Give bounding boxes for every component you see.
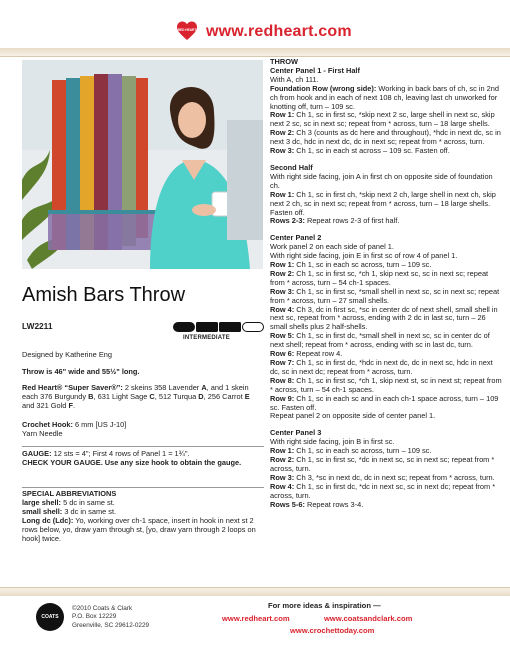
copyright: ©2010 Coats & Clark: [72, 605, 133, 612]
abbreviations-heading: SPECIAL ABBREVIATIONS: [22, 489, 117, 498]
row-text: Ch 1, sc in first dc, *hdc in next dc, dc in next sc, hdc in next dc, sc in next dc; repeat from * across, turn.: [270, 358, 493, 376]
yarn-text: and 321 Gold: [22, 400, 69, 410]
yarn-letter: E: [244, 391, 250, 401]
instruction-row: [270, 147, 504, 156]
footer-more-ideas: For more ideas & inspiration —: [268, 601, 381, 610]
row-text: Repeat row 4.: [294, 349, 343, 359]
instruction-line: Work panel 2 on each side of panel 1.: [270, 242, 394, 252]
section-subheading: Center Panel 3: [270, 428, 322, 438]
row-text: Ch 1, sc in first ch, *skip next 2 ch, large shell in next ch, skip next 2 ch, sc in next sc; repeat from * across, turn – 18 large shells. Fasten off.: [270, 189, 496, 217]
gauge-check: CHECK YOUR GAUGE. Use any size hook to obtain the gauge.: [22, 457, 242, 467]
skill-level-meter: [173, 322, 265, 332]
row-text: Ch 1, sc in first sc, *ch 1, skip next sc, sc in next sc; repeat from * across, turn – 54 ch-1 spaces.: [270, 268, 489, 287]
abbreviation-text: 5 dc in same st.: [61, 497, 115, 507]
instruction-line: With A, ch 111.: [270, 74, 319, 84]
footer-link-redheart[interactable]: www.redheart.com: [222, 614, 290, 623]
row-text: Ch 1, sc in first sc, *skip next 2 sc, large shell in next sc, skip next 2 sc, sc in next sc; repeat from * across, turn – 18 large shells.: [270, 110, 495, 129]
abbreviation-text: Yo, working over ch-1 space, insert in hook in next st 2 rows below, yo, draw yarn through st, [yo, draw yarn through 2 loops on hook] twice.: [22, 515, 256, 543]
coats-logo-text: COATS: [41, 614, 59, 620]
instruction-row: [270, 359, 504, 377]
footer-link-crochettoday[interactable]: www.crochettoday.com: [290, 626, 375, 635]
gauge-text: 12 sts = 4"; First 4 rows of Panel 1 = 1¾".: [51, 449, 190, 458]
instruction-row: [270, 191, 504, 218]
section-subheading: Center Panel 1 - First Half: [270, 65, 360, 75]
row-text: Ch 1, sc in each sc and in each ch-1 space across, turn – 109 sc. Fasten off.: [270, 393, 499, 412]
yarn-letter: D: [198, 391, 204, 401]
instruction-row: [270, 111, 504, 129]
instruction-line: With right side facing, join E in first sc of row 4 of panel 1.: [270, 251, 458, 261]
abbreviation-label: large shell:: [22, 497, 62, 507]
row-text: Ch 1, sc in first dc, *small shell in next sc, sc in center dc of next shell; repeat from * across, ending with sc in last dc, turn.: [270, 331, 490, 350]
row-label: Row 1:: [270, 446, 295, 456]
row-label: Row 1:: [270, 189, 295, 199]
row-text: Ch 1, sc in each sc across, turn – 109 sc.: [294, 260, 432, 270]
instruction-row: [270, 332, 504, 350]
row-text: Repeat rows 2-3 of first half.: [304, 216, 400, 226]
row-label: Row 6:: [270, 349, 295, 359]
finished-size: Throw is 46" wide and 55½" long.: [22, 367, 140, 376]
row-label: Row 9:: [270, 393, 295, 403]
header-divider: [0, 48, 510, 57]
throw-photo: [22, 60, 263, 269]
needle-line: Yarn Needle: [22, 428, 63, 438]
row-text: Ch 1, sc in first sc, *dc in next sc, sc in next sc; repeat from * across, turn.: [270, 455, 495, 473]
footer-divider: [0, 587, 510, 596]
instruction-row: [270, 217, 504, 226]
abbreviations-block: [22, 490, 262, 543]
row-text: Working in back bars of ch, sc in 2nd ch from hook and in each of next 108 ch, leaving last ch unworked for knotting off, turn – 109 sc.: [270, 83, 500, 111]
hook-and-needle: [22, 421, 262, 439]
designer-credit: Designed by Katherine Eng: [22, 350, 112, 359]
page-title: Amish Bars Throw: [22, 284, 186, 306]
row-label: Rows 2-3:: [270, 216, 305, 226]
instruction-row: [270, 288, 504, 306]
row-label: Row 4:: [270, 481, 295, 491]
hook-label: Crochet Hook:: [22, 420, 73, 429]
instruction-row: [270, 501, 504, 510]
gauge-label: GAUGE:: [22, 449, 52, 458]
instruction-row: [270, 270, 504, 288]
row-text: Ch 1, sc in each st across – 109 sc. Fasten off.: [294, 146, 450, 156]
row-label: Row 8:: [270, 375, 295, 385]
row-label: Row 1:: [270, 260, 295, 270]
instruction-row: [270, 395, 504, 413]
yarn-text: , and 1 skein each 376 Burgundy: [22, 383, 249, 401]
pattern-number: LW2211: [22, 321, 53, 331]
abbreviation-label: small shell:: [22, 506, 63, 516]
row-label: Row 7:: [270, 358, 295, 367]
instruction-row: [270, 483, 504, 501]
abbreviation-text: 3 dc in same st.: [62, 506, 117, 516]
instruction-row: [270, 85, 504, 112]
instruction-line: With right side facing, join B in first sc.: [270, 437, 395, 447]
instructions-column: [270, 58, 504, 510]
row-text: Repeat rows 3-4.: [304, 499, 364, 509]
row-label: Row 2:: [270, 455, 295, 465]
yarn-text: .: [72, 400, 76, 410]
row-label: Row 2:: [270, 268, 295, 278]
instruction-row: [270, 129, 504, 147]
hook-text: 6 mm [US J-10]: [72, 420, 127, 429]
yarn-brand: Red Heart® “Super Saver®”:: [22, 383, 123, 392]
row-text: Ch 1, sc in first sc, *small shell in next sc, sc in next sc; repeat from * across, turn – 27 small shells.: [270, 286, 500, 305]
abbreviation-label: Long dc (Ldc):: [22, 515, 74, 525]
red-heart-logo-icon: [176, 20, 198, 42]
section-subheading: Second Half: [270, 162, 313, 172]
row-label: Row 5:: [270, 331, 295, 341]
row-label: Rows 5-6:: [270, 499, 305, 509]
yarn-text: 2 skeins 358 Lavender: [122, 383, 202, 392]
yarn-letter: F: [68, 400, 73, 410]
row-label: Row 4:: [270, 304, 295, 314]
gauge-block: [22, 450, 262, 468]
city-line: Greenville, SC 29612-0229: [72, 621, 150, 629]
gauge-divider: [22, 446, 264, 447]
instruction-line: Repeat panel 2 on opposite side of center panel 1.: [270, 411, 436, 421]
row-label: Row 2:: [270, 128, 295, 138]
yarn-materials: [22, 384, 262, 411]
row-text: Ch 3 (counts as dc here and throughout), *hdc in next dc, sc in next 3 dc, hdc in next dc, dc in next sc; repeat from * across, turn.: [270, 128, 501, 147]
abbreviation-item: [22, 517, 262, 544]
yarn-letter: C: [149, 391, 155, 401]
skill-level-label: INTERMEDIATE: [183, 335, 230, 341]
row-text: Ch 3, *sc in next dc, dc in next sc; repeat from * across, turn.: [294, 472, 495, 482]
yarn-letter: B: [88, 391, 94, 401]
section-subheading: Center Panel 2: [270, 233, 322, 243]
yarn-text: , 512 Turqua: [154, 391, 199, 401]
instruction-row: [270, 306, 504, 333]
footer-link-coatsandclark[interactable]: www.coatsandclark.com: [324, 614, 413, 623]
instruction-line: With right side facing, join A in first ch on opposite side of foundation ch.: [270, 171, 493, 190]
row-text: Ch 3, dc in first sc, *sc in center dc of next shell, small shell in next sc, repeat from * across, ending with 2 dc in last sc, turn – 26 small shells plus 2 half-shells.: [270, 304, 498, 332]
row-label: Row 3:: [270, 472, 295, 482]
row-text: Ch 1, sc in first sc, *ch 1, skip next st, sc in next st; repeat from * across, turn – 54 ch-1 spaces.: [270, 375, 502, 394]
row-text: Ch 1, sc in each sc across, turn – 109 sc.: [294, 446, 432, 456]
row-label: Row 1:: [270, 110, 295, 120]
header-site-link[interactable]: www.redheart.com: [206, 23, 352, 40]
instruction-row: [270, 377, 504, 395]
section-heading: THROW: [270, 57, 298, 66]
row-label: Foundation Row (wrong side):: [270, 83, 377, 93]
abbreviations-divider: [22, 487, 264, 488]
yarn-text: , 631 Light Sage: [93, 391, 150, 401]
company-address: [72, 605, 149, 630]
instruction-row: [270, 456, 504, 474]
yarn-letter: A: [201, 383, 207, 392]
row-label: Row 3:: [270, 286, 295, 296]
svg-text:RED HEART: RED HEART: [177, 28, 197, 32]
yarn-text: , 256 Carrot: [203, 391, 245, 401]
po-box: P.O. Box 12229: [72, 613, 117, 621]
row-text: Ch 1, sc in first dc, *dc in next sc, sc in next dc; repeat from * across, turn.: [270, 481, 496, 500]
row-label: Row 3:: [270, 146, 295, 156]
